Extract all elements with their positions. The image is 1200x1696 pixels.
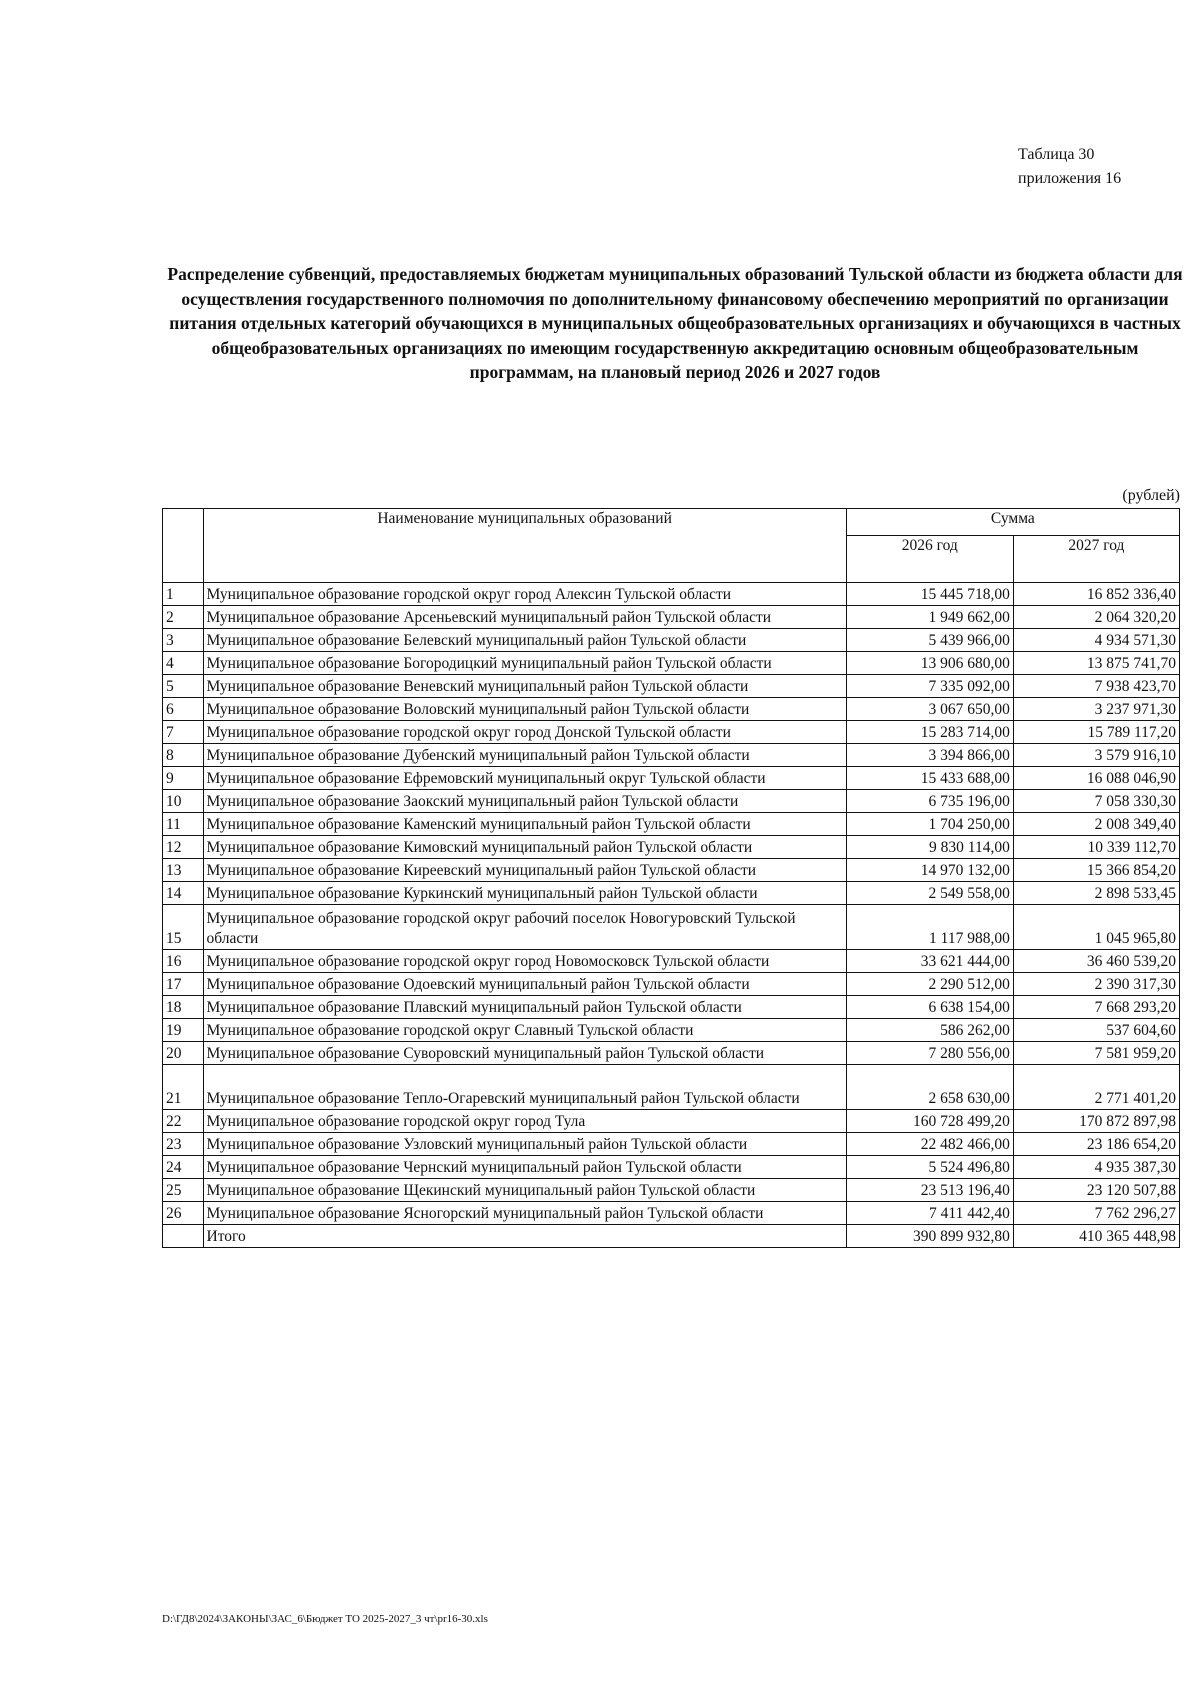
document-title: Распределение субвенций, предоставляемых бюджетам муниципальных образований Тульской области из бюджета области для осуществления государственного полномочия по дополнительному финансовому обеспечению мероприятий по организации питания отдельных категорий обучающихся в муниципальных общеобразовательных организациях и обучающихся в частных общеобразовательных организациях по имеющим государственную аккредитацию основным общеобразовательным программам, на плановый период 2026 и 2027 годов bbox=[167, 264, 1183, 383]
row-name: Муниципальное образование Дубенский муниципальный район Тульской области bbox=[203, 744, 846, 767]
year-2026-header: 2026 год bbox=[846, 536, 1013, 583]
table-row bbox=[163, 1156, 1180, 1179]
row-name: Муниципальное образование Куркинский муниципальный район Тульской области bbox=[203, 882, 846, 905]
row-2026: 6 638 154,00 bbox=[846, 996, 1013, 1019]
row-name: Муниципальное образование городской округ город Новомосковск Тульской области bbox=[203, 950, 846, 973]
row-2026: 9 830 114,00 bbox=[846, 836, 1013, 859]
row-2027: 13 875 741,70 bbox=[1013, 652, 1179, 675]
row-index: 6 bbox=[163, 698, 204, 721]
row-name: Муниципальное образование Узловский муниципальный район Тульской области bbox=[203, 1133, 846, 1156]
row-2026: 3 067 650,00 bbox=[846, 698, 1013, 721]
row-name: Муниципальное образование Воловский муниципальный район Тульской области bbox=[203, 698, 846, 721]
row-2026: 3 394 866,00 bbox=[846, 744, 1013, 767]
row-2026: 7 411 442,40 bbox=[846, 1202, 1013, 1225]
row-2026: 15 283 714,00 bbox=[846, 721, 1013, 744]
row-index: 4 bbox=[163, 652, 204, 675]
row-2026: 7 280 556,00 bbox=[846, 1042, 1013, 1065]
row-2027: 3 579 916,10 bbox=[1013, 744, 1179, 767]
table-row bbox=[163, 652, 1180, 675]
row-2027: 7 058 330,30 bbox=[1013, 790, 1179, 813]
row-name: Муниципальное образование городской округ рабочий поселок Новогуровский Тульской области bbox=[203, 905, 846, 950]
row-index: 26 bbox=[163, 1202, 204, 1225]
row-index: 3 bbox=[163, 629, 204, 652]
row-index: 15 bbox=[163, 905, 204, 950]
row-2026: 1 949 662,00 bbox=[846, 606, 1013, 629]
row-2026: 586 262,00 bbox=[846, 1019, 1013, 1042]
year-2027-header: 2027 год bbox=[1013, 536, 1179, 583]
total-row bbox=[163, 1225, 1180, 1248]
row-2026: 2 290 512,00 bbox=[846, 973, 1013, 996]
subvention-table bbox=[162, 508, 1180, 1248]
row-index: 25 bbox=[163, 1179, 204, 1202]
row-index: 24 bbox=[163, 1156, 204, 1179]
row-index: 14 bbox=[163, 882, 204, 905]
row-index: 2 bbox=[163, 606, 204, 629]
table-row bbox=[163, 836, 1180, 859]
row-2026: 15 445 718,00 bbox=[846, 583, 1013, 606]
row-2026: 15 433 688,00 bbox=[846, 767, 1013, 790]
row-name: Муниципальное образование Ясногорский муниципальный район Тульской области bbox=[203, 1202, 846, 1225]
row-name: Муниципальное образование Щекинский муниципальный район Тульской области bbox=[203, 1179, 846, 1202]
row-2026: 1 704 250,00 bbox=[846, 813, 1013, 836]
table-row bbox=[163, 813, 1180, 836]
row-name: Муниципальное образование Заокский муниципальный район Тульской области bbox=[203, 790, 846, 813]
row-2027: 537 604,60 bbox=[1013, 1019, 1179, 1042]
row-index: 11 bbox=[163, 813, 204, 836]
table-row bbox=[163, 767, 1180, 790]
row-index: 22 bbox=[163, 1110, 204, 1133]
table-row bbox=[163, 882, 1180, 905]
file-path: D:\ГД8\2024\ЗАКОНЫ\ЗАС_6\Бюджет ТО 2025-2027_3 чт\pr16-30.xls bbox=[162, 1613, 488, 1625]
total-label: Итого bbox=[203, 1225, 846, 1248]
row-2026: 5 524 496,80 bbox=[846, 1156, 1013, 1179]
name-header: Наименование муниципальных образований bbox=[203, 509, 846, 583]
total-2026: 390 899 932,80 bbox=[846, 1225, 1013, 1248]
row-2027: 1 045 965,80 bbox=[1013, 905, 1179, 950]
table-row bbox=[163, 1110, 1180, 1133]
row-2027: 170 872 897,98 bbox=[1013, 1110, 1179, 1133]
row-2026: 23 513 196,40 bbox=[846, 1179, 1013, 1202]
index-header bbox=[163, 509, 204, 583]
row-index: 13 bbox=[163, 859, 204, 882]
row-index: 1 bbox=[163, 583, 204, 606]
table-row bbox=[163, 1065, 1180, 1110]
row-name: Муниципальное образование Тепло-Огаревский муниципальный район Тульской области bbox=[203, 1065, 846, 1110]
row-name: Муниципальное образование Кимовский муниципальный район Тульской области bbox=[203, 836, 846, 859]
row-2026: 160 728 499,20 bbox=[846, 1110, 1013, 1133]
table-row bbox=[163, 973, 1180, 996]
row-index: 18 bbox=[163, 996, 204, 1019]
table-row bbox=[163, 1179, 1180, 1202]
row-name: Муниципальное образование Каменский муниципальный район Тульской области bbox=[203, 813, 846, 836]
row-name: Муниципальное образование городской округ город Донской Тульской области bbox=[203, 721, 846, 744]
table-row bbox=[163, 744, 1180, 767]
row-2026: 14 970 132,00 bbox=[846, 859, 1013, 882]
table-row bbox=[163, 583, 1180, 606]
row-index: 7 bbox=[163, 721, 204, 744]
row-name: Муниципальное образование Суворовский муниципальный район Тульской области bbox=[203, 1042, 846, 1065]
appendix-number: приложения 16 bbox=[1018, 170, 1122, 187]
row-index: 21 bbox=[163, 1065, 204, 1110]
row-2027: 15 789 117,20 bbox=[1013, 721, 1179, 744]
row-2026: 33 621 444,00 bbox=[846, 950, 1013, 973]
row-2026: 7 335 092,00 bbox=[846, 675, 1013, 698]
row-2026: 2 658 630,00 bbox=[846, 1065, 1013, 1110]
table-row bbox=[163, 996, 1180, 1019]
table-row bbox=[163, 606, 1180, 629]
row-index: 17 bbox=[163, 973, 204, 996]
total-index bbox=[163, 1225, 204, 1248]
row-2027: 7 938 423,70 bbox=[1013, 675, 1179, 698]
row-2027: 10 339 112,70 bbox=[1013, 836, 1179, 859]
row-index: 20 bbox=[163, 1042, 204, 1065]
row-2026: 13 906 680,00 bbox=[846, 652, 1013, 675]
row-2026: 6 735 196,00 bbox=[846, 790, 1013, 813]
row-2027: 16 088 046,90 bbox=[1013, 767, 1179, 790]
row-2027: 36 460 539,20 bbox=[1013, 950, 1179, 973]
table-row bbox=[163, 1133, 1180, 1156]
row-index: 8 bbox=[163, 744, 204, 767]
row-2027: 7 762 296,27 bbox=[1013, 1202, 1179, 1225]
table-row bbox=[163, 905, 1180, 950]
row-index: 23 bbox=[163, 1133, 204, 1156]
row-name: Муниципальное образование Веневский муниципальный район Тульской области bbox=[203, 675, 846, 698]
table-reference bbox=[1018, 143, 1121, 191]
row-2026: 2 549 558,00 bbox=[846, 882, 1013, 905]
row-name: Муниципальное образование Ефремовский муниципальный округ Тульской области bbox=[203, 767, 846, 790]
row-index: 9 bbox=[163, 767, 204, 790]
row-index: 16 bbox=[163, 950, 204, 973]
row-name: Муниципальное образование городской округ город Алексин Тульской области bbox=[203, 583, 846, 606]
table-row bbox=[163, 675, 1180, 698]
row-name: Муниципальное образование Белевский муниципальный район Тульской области bbox=[203, 629, 846, 652]
table-row bbox=[163, 721, 1180, 744]
row-2027: 4 934 571,30 bbox=[1013, 629, 1179, 652]
row-2027: 4 935 387,30 bbox=[1013, 1156, 1179, 1179]
row-name: Муниципальное образование городской округ Славный Тульской области bbox=[203, 1019, 846, 1042]
row-name: Муниципальное образование Чернский муниципальный район Тульской области bbox=[203, 1156, 846, 1179]
row-2027: 23 186 654,20 bbox=[1013, 1133, 1179, 1156]
row-2027: 2 008 349,40 bbox=[1013, 813, 1179, 836]
row-2027: 3 237 971,30 bbox=[1013, 698, 1179, 721]
row-2027: 15 366 854,20 bbox=[1013, 859, 1179, 882]
row-2027: 2 771 401,20 bbox=[1013, 1065, 1179, 1110]
row-name: Муниципальное образование Арсеньевский муниципальный район Тульской области bbox=[203, 606, 846, 629]
row-index: 12 bbox=[163, 836, 204, 859]
table-row bbox=[163, 698, 1180, 721]
row-2026: 5 439 966,00 bbox=[846, 629, 1013, 652]
total-2027: 410 365 448,98 bbox=[1013, 1225, 1179, 1248]
sum-header: Сумма bbox=[846, 509, 1179, 536]
row-2027: 2 898 533,45 bbox=[1013, 882, 1179, 905]
table-row bbox=[163, 629, 1180, 652]
row-name: Муниципальное образование Плавский муниципальный район Тульской области bbox=[203, 996, 846, 1019]
row-index: 5 bbox=[163, 675, 204, 698]
table-row bbox=[163, 790, 1180, 813]
row-name: Муниципальное образование Киреевский муниципальный район Тульской области bbox=[203, 859, 846, 882]
row-2027: 2 064 320,20 bbox=[1013, 606, 1179, 629]
row-name: Муниципальное образование Богородицкий муниципальный район Тульской области bbox=[203, 652, 846, 675]
table-row bbox=[163, 950, 1180, 973]
currency-unit: (рублей) bbox=[1122, 487, 1180, 504]
row-2027: 7 581 959,20 bbox=[1013, 1042, 1179, 1065]
row-2027: 23 120 507,88 bbox=[1013, 1179, 1179, 1202]
row-index: 19 bbox=[163, 1019, 204, 1042]
row-2027: 2 390 317,30 bbox=[1013, 973, 1179, 996]
row-name: Муниципальное образование Одоевский муниципальный район Тульской области bbox=[203, 973, 846, 996]
table-row bbox=[163, 859, 1180, 882]
row-2026: 22 482 466,00 bbox=[846, 1133, 1013, 1156]
row-2027: 16 852 336,40 bbox=[1013, 583, 1179, 606]
row-index: 10 bbox=[163, 790, 204, 813]
row-2026: 1 117 988,00 bbox=[846, 905, 1013, 950]
row-2027: 7 668 293,20 bbox=[1013, 996, 1179, 1019]
table-row bbox=[163, 1202, 1180, 1225]
row-name: Муниципальное образование городской округ город Тула bbox=[203, 1110, 846, 1133]
table-row bbox=[163, 1019, 1180, 1042]
table-row bbox=[163, 1042, 1180, 1065]
table-body bbox=[163, 583, 1180, 1225]
table-number: Таблица 30 bbox=[1018, 146, 1095, 163]
